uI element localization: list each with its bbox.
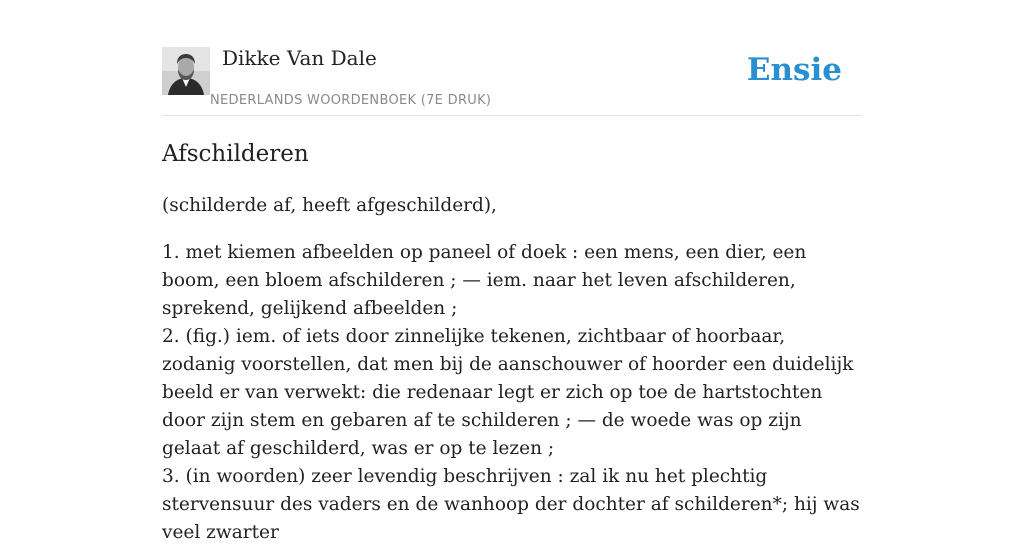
entry-inflection: (schilderde af, heeft afgeschilderd),	[162, 195, 497, 216]
entry-title: Afschilderen	[162, 141, 309, 167]
definition-sense-1: 1. met kiemen afbeelden op paneel of doek : een mens, een dier, een boom, een bloem afschilderen ; — iem. naar het leven afschilderen, sprekend, gelijkend afbeelden ;	[162, 242, 807, 319]
definition-sense-3: 3. (in woorden) zeer levendig beschrijven : zal ik nu het plechtig stervensuur des vaders en de wanhoop der dochter af schilderen*; hij was veel zwarter	[162, 466, 860, 543]
definition-sense-2: 2. (fig.) iem. of iets door zinnelijke tekenen, zichtbaar of hoorbaar, zodanig voorstellen, dat men bij de aanschouwer of hoorder een duidelijk beeld er van verwekt: die redenaar legt er zich op toe de hartstochten door zijn stem en gebaren af te schilderen ; — de woede was op zijn gelaat af geschilderd, was er op te lezen ;	[162, 326, 854, 459]
source-name[interactable]: NEDERLANDS WOORDENBOEK (7E DRUK)	[210, 93, 492, 108]
author-name[interactable]: Dikke Van Dale	[222, 46, 377, 70]
author-avatar[interactable]	[162, 47, 210, 95]
site-logo[interactable]: Ensie	[746, 52, 842, 88]
entry-header	[162, 0, 862, 116]
portrait-photo-icon	[162, 47, 210, 95]
entry-definition	[162, 239, 862, 547]
